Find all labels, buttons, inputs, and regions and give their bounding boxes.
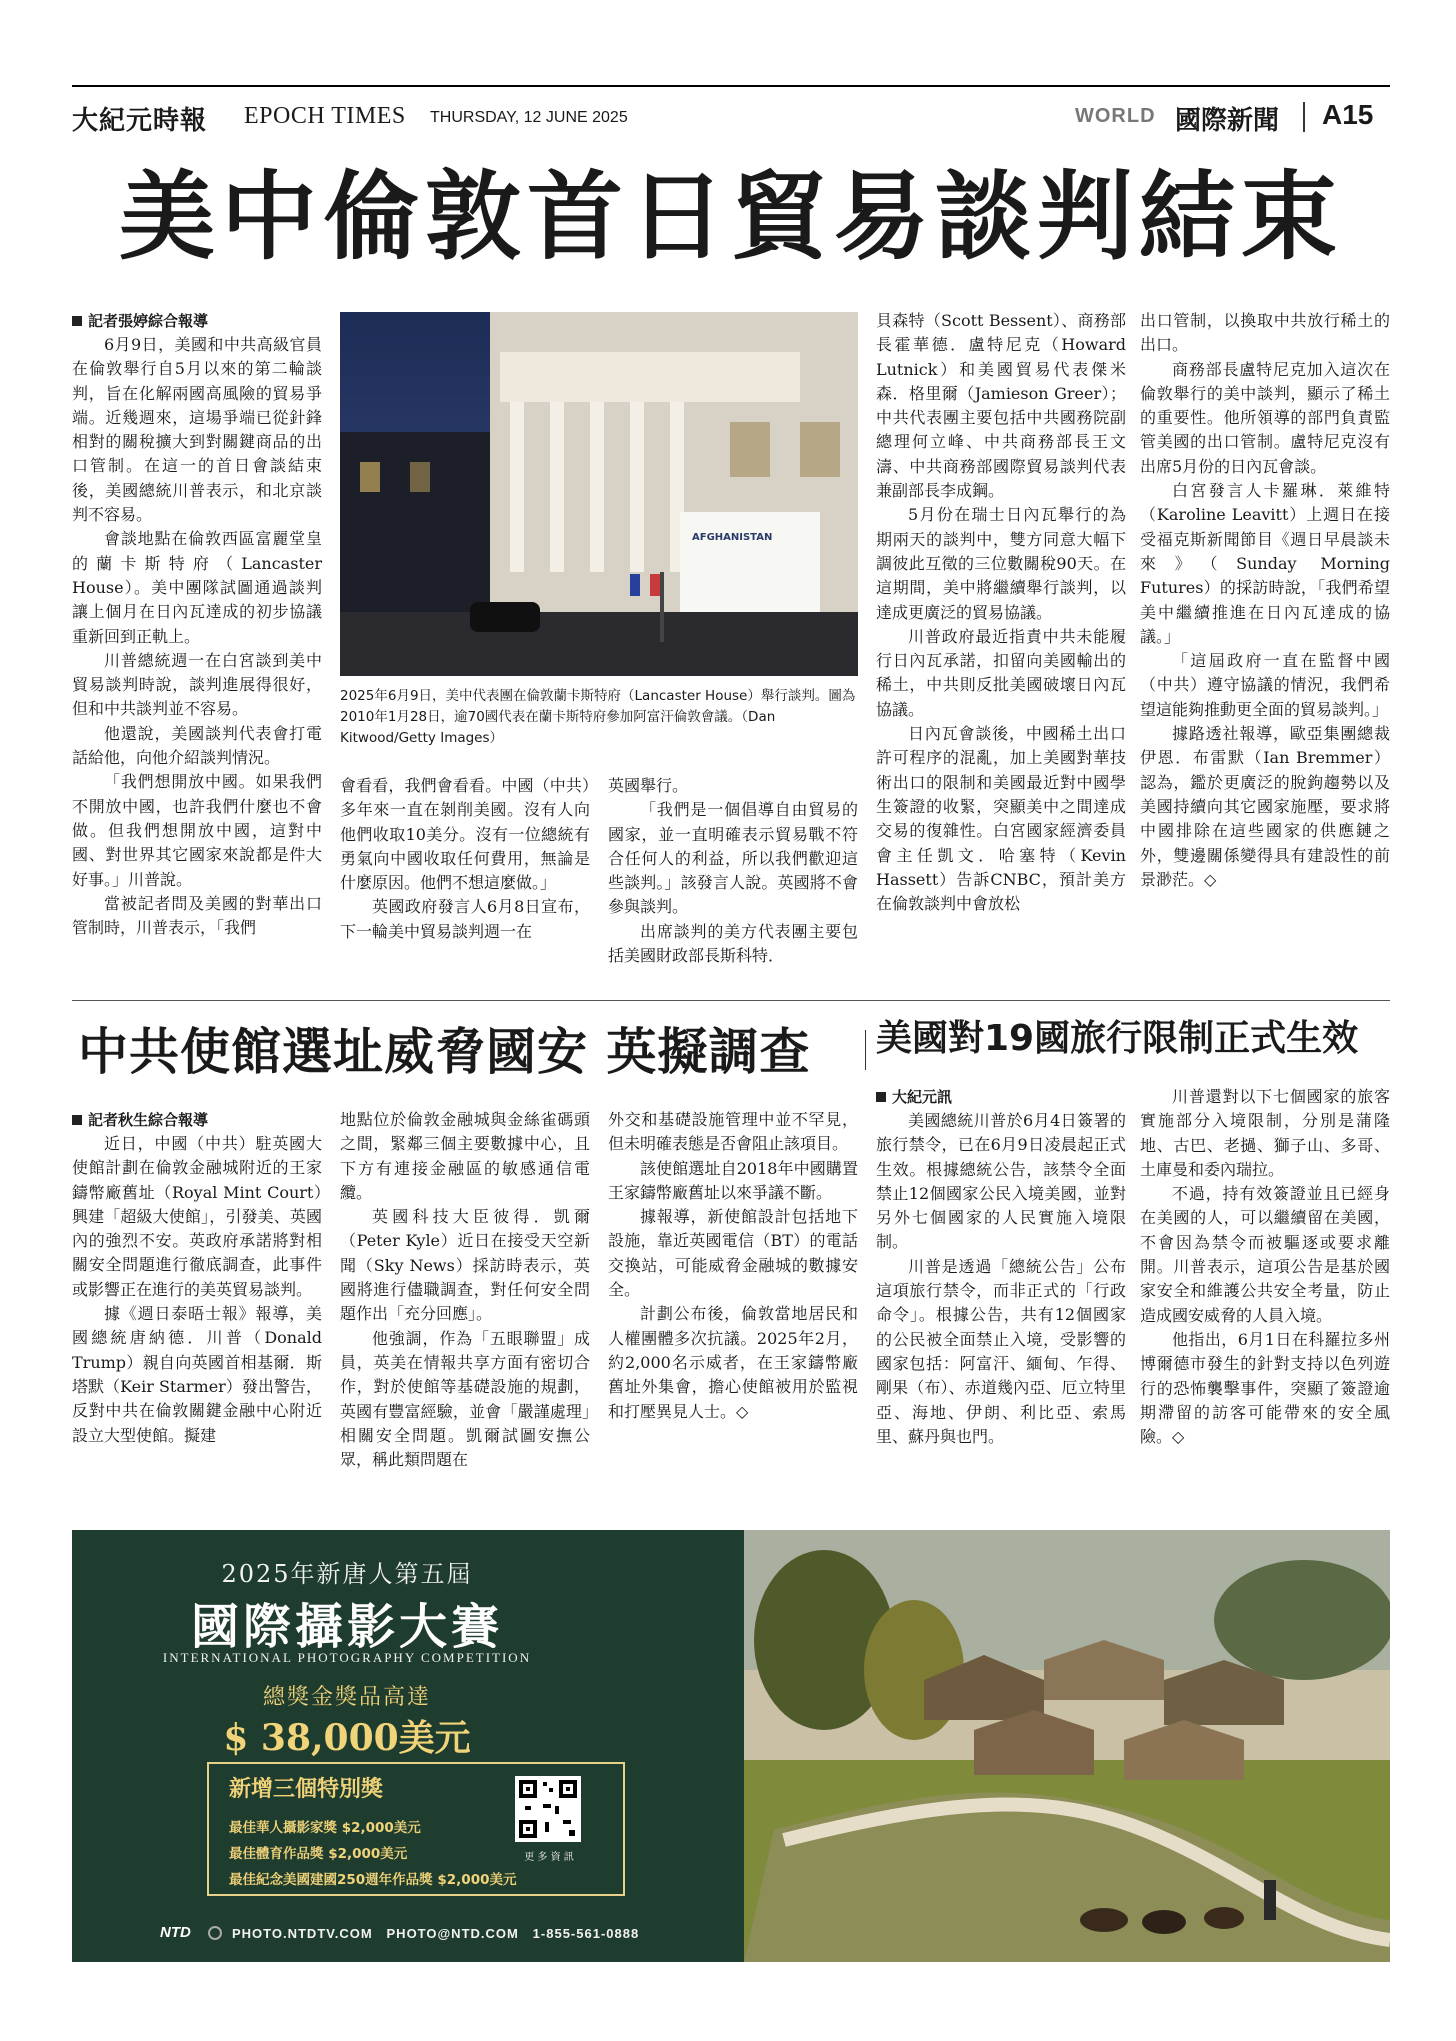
lancaster-house-illustration xyxy=(340,312,858,676)
page-number: A15 xyxy=(1322,99,1374,130)
article1-column-3 xyxy=(608,774,858,968)
paragraph: 地點位於倫敦金融城與金絲雀碼頭之間，緊鄰三個主要數據中心，且下方有連接金融區的敏感通信電纜。 xyxy=(340,1110,590,1202)
paragraph: 當被記者問及美國的對華出口管制時，川普表示，「我們 xyxy=(72,893,322,938)
paragraph: 出口管制，以換取中共放行稀土的出口。 xyxy=(1140,311,1390,355)
ad-prize-amount: $ 38,000美元 xyxy=(223,1717,471,1759)
masthead-logo-cn: 大紀元時報 xyxy=(72,106,208,136)
photo-competition-ad[interactable] xyxy=(72,1530,1390,1962)
article2-byline: 記者秋生綜合報導 xyxy=(72,1108,322,1132)
paragraph: 不過，持有效簽證並且已經身在美國的人，可以繼續留在美國，不會因為禁令而被驅逐或要求離開。川普表示，這項公告是基於國家安全和維護公共安全考量，防止造成國安威脅的人員入境。 xyxy=(1140,1184,1390,1325)
section-label-cn: 國際新聞 xyxy=(1175,106,1280,136)
paragraph: 川普還對以下七個國家的旅客實施部分入境限制，分別是蒲隆地、古巴、老撾、獅子山、多哥、土庫曼和委內瑞拉。 xyxy=(1140,1087,1390,1179)
masthead-rule xyxy=(72,85,1390,87)
paragraph: 白宮發言人卡羅琳．萊維特（Karoline Leavitt）上週日在接受福克斯新聞節目《週日早晨談未來》（Sunday Morning Futures）的採訪時說，「我們希望美中繼續推進在日內瓦達成的協議。」 xyxy=(1140,481,1390,646)
article2-column-1 xyxy=(72,1108,322,1448)
article1-column-4 xyxy=(876,309,1126,916)
paragraph: 會談地點在倫敦西區富麗堂皇的蘭卡斯特府（Lancaster House）。美中團隊試圖通過談判讓上個月在日內瓦達成的初步協議重新回到正軌上。 xyxy=(72,529,322,646)
special-awards-box xyxy=(207,1762,625,1896)
paragraph: 川普政府最近指責中共未能履行日內瓦承諾，扣留向美國輸出的稀土，中共則反批美國破壞日內瓦協議。 xyxy=(876,626,1126,719)
paragraph: 英國政府發言人6月8日宣布，下一輪美中貿易談判週一在 xyxy=(340,897,590,941)
paragraph: 「我們是一個倡導自由貿易的國家，並一直明確表示貿易戰不符合任何人的利益，所以我們歡迎這些談判。」該發言人說。英國將不會參與談判。 xyxy=(608,800,858,917)
ad-text-panel xyxy=(72,1530,744,1962)
paragraph: 據《週日泰晤士報》報導，美國總統唐納德．川普（Donald Trump）親自向英國首相基爾．斯塔默（Keir Starmer）發出警告，反對中共在倫敦關鍵金融中心附近設立大型使館。擬建 xyxy=(72,1304,322,1445)
issue-date: THURSDAY, 12 JUNE 2025 xyxy=(430,109,628,126)
qr-code-icon xyxy=(515,1776,581,1842)
ad-title-en: INTERNATIONAL PHOTOGRAPHY COMPETITION xyxy=(162,1650,532,1665)
prize-item: 最佳紀念美國建國250週年作品獎 $2,000美元 xyxy=(229,1872,517,1888)
article3-column-1 xyxy=(876,1085,1126,1449)
paragraph: 日內瓦會談後，中國稀土出口許可程序的混亂，加上美國對華技術出口的限制和美國最近對中國學生簽證的收緊，突顯美中之間達成交易的復雜性。白宮國家經濟委員會主任凱文．哈塞特（Kevin Hassett）告訴CNBC，預計美方在倫敦談判中會放松 xyxy=(876,724,1126,914)
prize-item: 最佳體育作品獎 $2,000美元 xyxy=(229,1846,408,1862)
paragraph: 計劃公布後，倫敦當地居民和人權團體多次抗議。2025年2月，約2,000名示威者，在王家鑄幣廠舊址外集會，擔心使館被用於監視和打壓異見人士。◇ xyxy=(608,1304,858,1421)
afghanistan-sign-text: AFGHANISTAN xyxy=(692,532,773,543)
village-landscape-photo xyxy=(744,1530,1390,1962)
paragraph: 「我們想開放中國。如果我們不開放中國，也許我們什麼也不會做。但我們想開放中國，這對中國、對世界其它國家來說都是件大好事。」川普說。 xyxy=(72,772,322,889)
article2-headline: 中共使館選址威脅國安 英擬調查 xyxy=(78,1023,811,1081)
article1-byline: 記者張婷綜合報導 xyxy=(72,309,322,333)
photo-caption: 2025年6月9日，美中代表團在倫敦蘭卡斯特府（Lancaster House）舉行談判。圖為2010年1月28日，逾70國代表在蘭卡斯特府參加阿富汗倫敦會議。（Dan Kitwood/Getty Images） xyxy=(340,688,856,746)
paragraph: 他強調，作為「五眼聯盟」成員，英美在情報共享方面有密切合作，對於使館等基礎設施的規劃，英國有豐富經驗，並會「嚴謹處理」相關安全問題。凱爾試圖安撫公眾，稱此類問題在 xyxy=(340,1328,590,1470)
section-label-en: WORLD xyxy=(1075,105,1156,127)
article3-byline: 大紀元訊 xyxy=(876,1085,1126,1109)
ad-subtitle: 2025年新唐人第五屆 xyxy=(221,1560,473,1588)
masthead-logo-en: EPOCH TIMES xyxy=(244,103,406,129)
paragraph: 英國科技大臣彼得．凱爾（Peter Kyle）近日在接受天空新聞（Sky News）採訪時表示，英國將進行儘職調查，對任何安全問題作出「充分回應」。 xyxy=(340,1207,590,1324)
prize-item: 最佳華人攝影家獎 $2,000美元 xyxy=(229,1820,421,1836)
lancaster-house-photo xyxy=(340,312,858,676)
article3-column-2 xyxy=(1140,1085,1390,1449)
paragraph: 會看看，我們會看看。中國（中共）多年來一直在剝削美國。沒有人向他們收取10美分。沒有一位總統有勇氣向中國收取任何費用，無論是什麼原因。他們不想這麼做。」 xyxy=(340,776,590,893)
ad-title: 國際攝影大賽 xyxy=(190,1599,503,1655)
village-landscape-illustration xyxy=(744,1530,1390,1962)
paragraph: 該使館選址自2018年中國購置王家鑄幣廠舊址以來爭議不斷。 xyxy=(608,1158,858,1202)
qr-code[interactable] xyxy=(515,1776,581,1842)
paragraph: 近日，中國（中共）駐英國大使館計劃在倫敦金融城附近的王家鑄幣廠舊址（Royal Mint Court）興建「超級大使館」，引發美、英國內的強烈不安。英政府承諾將對相關安全問題進行徹底調查，此事件或影響正在進行的美英貿易談判。 xyxy=(72,1134,322,1299)
paragraph: 英國舉行。 xyxy=(608,776,689,795)
paragraph: 美國總統川普於6月4日簽署的旅行禁令，已在6月9日凌晨起正式生效。根據總統公告，該禁令全面禁止12個國家公民入境美國，並對另外七個國家的人民實施入境限制。 xyxy=(876,1111,1126,1252)
paragraph: 外交和基礎設施管理中並不罕見，但未明確表態是否會阻止該項目。 xyxy=(608,1110,858,1154)
ntd-globe-icon xyxy=(208,1926,222,1940)
article1-headline: 美中倫敦首日貿易談判結束 xyxy=(119,160,1343,273)
paragraph: 5月份在瑞士日內瓦舉行的為期兩天的談判中，雙方同意大幅下調彼此互徵的三位數關稅90天。在這期間，美中將繼續舉行談判，以達成更廣泛的貿易協議。 xyxy=(876,505,1126,622)
paragraph: 他還說，美國談判代表會打電話給他，向他介紹談判情況。 xyxy=(72,723,322,768)
article1-column-2 xyxy=(340,774,590,944)
ad-contact-info[interactable]: PHOTO.NTDTV.COM PHOTO@NTD.COM 1-855-561-0888 xyxy=(232,1926,640,1941)
paragraph: 川普是透過「總統公告」公布這項旅行禁令，而非正式的「行政命令」。根據公告，共有12個國家的公民被全面禁止入境，受影響的國家包括：阿富汗、緬甸、乍得、剛果（布）、赤道幾內亞、厄立特里亞、海地、伊朗、利比亞、索馬里、蘇丹與也門。 xyxy=(876,1256,1126,1446)
article2-column-3 xyxy=(608,1108,858,1424)
paragraph: 據路透社報導，歐亞集團總裁伊恩．布雷默（Ian Bremmer）認為，鑑於更廣泛的脫鉤趨勢以及美國持續向其它國家施壓，要求將中國排除在這些國家的供應鏈之外，雙邊關係變得具有建設性的前景渺茫。◇ xyxy=(1140,724,1390,889)
section-separator xyxy=(1303,102,1305,132)
ad-prize-label: 總獎金獎品高達 xyxy=(262,1685,431,1710)
paragraph: 出席談判的美方代表團主要包括美國財政部長斯科特． xyxy=(608,921,858,966)
paragraph: 商務部長盧特尼克加入這次在倫敦舉行的美中談判，顯示了稀土的重要性。他所領導的部門負責監管美國的出口管制。盧特尼克沒有出席5月份的日內瓦會談。 xyxy=(1140,359,1390,476)
paragraph: 川普總統週一在白宮談到美中貿易談判時說，談判進展得很好，但和中共談判並不容易。 xyxy=(72,650,322,719)
paragraph: 他指出，6月1日在科羅拉多州博爾德市發生的針對支持以色列遊行的恐怖襲擊事件，突顯了簽證逾期滯留的訪客可能帶來的安全風險。◇ xyxy=(1140,1329,1390,1447)
ntd-logo: NTD xyxy=(160,1924,191,1941)
article1-column-5 xyxy=(1140,309,1390,892)
section-divider xyxy=(72,1000,1390,1001)
article2-column-2 xyxy=(340,1108,590,1472)
paragraph: 貝森特（Scott Bessent）、商務部長霍華德．盧特尼克（Howard Lutnick）和美國貿易代表傑米森．格里爾（Jamieson Greer）；中共代表團主要包括中共國務院副總理何立峰、中共商務部長王文濤、中共商務部國際貿易談判代表兼副部長李成鋼。 xyxy=(876,311,1126,501)
paragraph: 6月9日，美國和中共高級官員在倫敦舉行自5月以來的第二輪談判，旨在化解兩國高風險的貿易爭端。近幾週來，這場爭端已從針鋒相對的關稅擴大到對關鍵商品的出口管制。在這一的首日會談結束後，美國總統川普表示，和北京談判不容易。 xyxy=(72,335,322,525)
article3-headline: 美國對19國旅行限制正式生效 xyxy=(876,1018,1359,1059)
headline-separator xyxy=(865,1030,866,1070)
special-awards-title: 新增三個特別獎 xyxy=(229,1777,384,1802)
qr-label: 更 多 資 訊 xyxy=(524,1852,574,1863)
article1-column-1 xyxy=(72,309,322,940)
paragraph: 「這屆政府一直在監督中國（中共）遵守協議的情況，我們希望這能夠推動更全面的貿易談判。」 xyxy=(1140,651,1390,719)
paragraph: 據報導，新使館設計包括地下設施，靠近英國電信（BT）的電話交換站，可能威脅金融城的數據安全。 xyxy=(608,1207,858,1300)
